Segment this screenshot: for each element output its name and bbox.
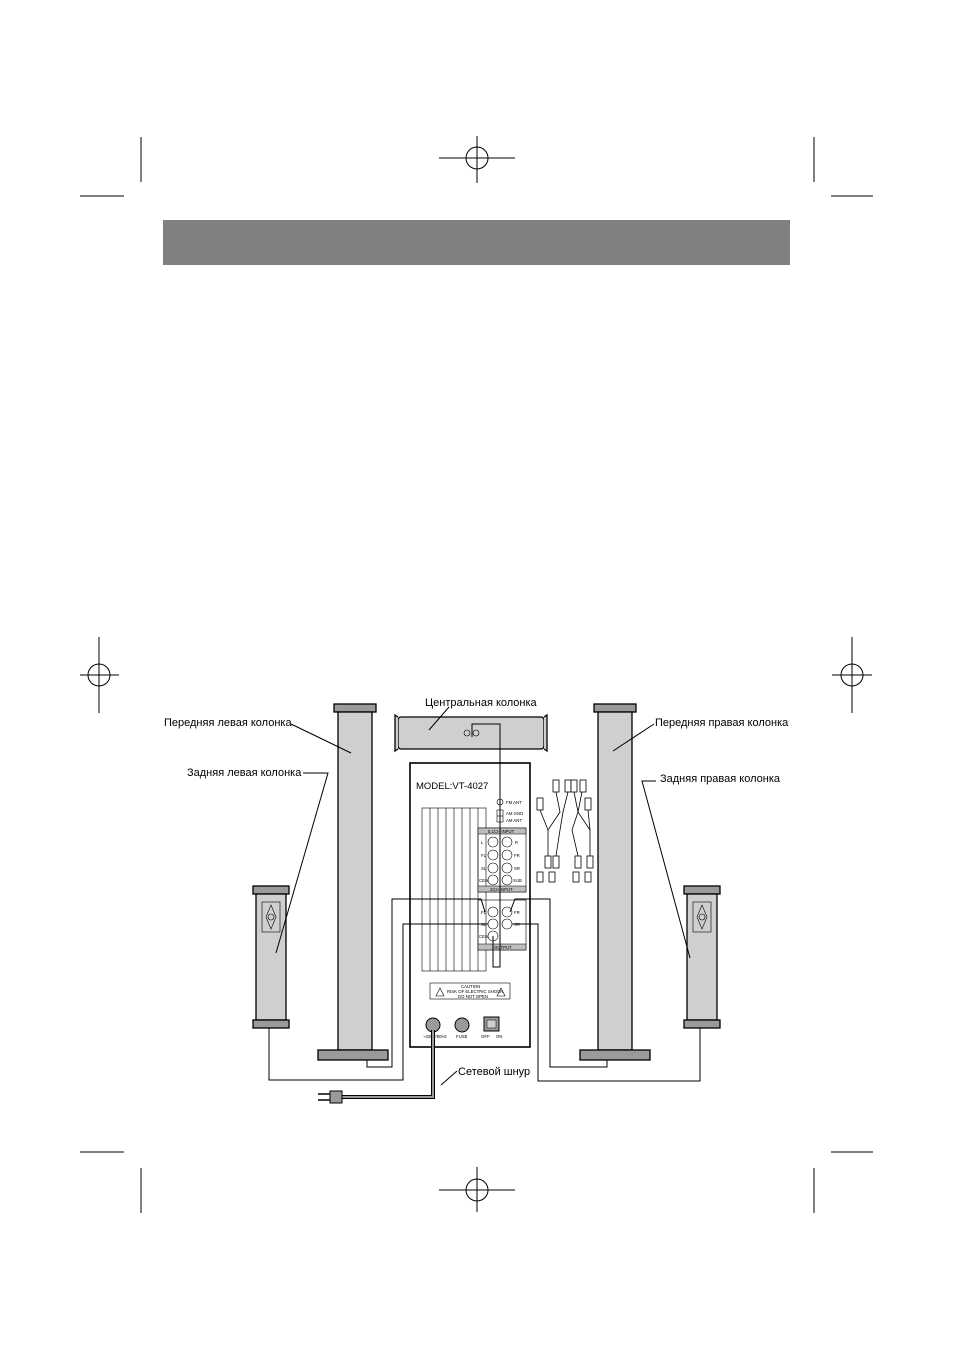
jack-label-sl: SL [481,866,487,871]
jack-label-cen: CEN [479,878,489,883]
crosshair-bottom [439,1167,515,1212]
power-inlet [426,1018,440,1032]
label-front-right-speaker: Передняя правая колонка [655,717,789,729]
out-label-sr: SR [514,922,520,927]
jack-label-sr: SR [514,866,520,871]
jack-label-l: L [481,840,484,845]
power-plug [318,1091,342,1103]
out-label-sl: SL [481,922,487,927]
out-label-fr: FR [514,910,520,915]
label-center-speaker: Центральная колонка [425,697,537,709]
fm-ant-label: FM ANT [506,800,522,805]
voltage-label: ~220V/50Hz [423,1034,447,1039]
jack-label-fl: FL [481,853,487,858]
model-label: MODEL:VT-4027 [416,781,489,792]
amplifier-rear-panel [410,763,530,1047]
front-left-speaker [318,704,388,1060]
center-speaker [395,715,547,751]
fuse-label: FUSE [456,1034,468,1039]
registration-marks [80,136,873,1213]
rear-left-speaker [253,886,289,1028]
crosshair-top [439,136,515,183]
on-label: ON [496,1034,503,1039]
label-power-cord: Сетевой шнур [458,1066,531,1078]
off-label: OFF [481,1034,490,1039]
caution-line1: RISK OF ELECTRIC SHOCK [447,989,504,994]
label-front-left-speaker: Передняя левая колонка [164,717,292,729]
jack-label-r: R [515,840,519,845]
crosshair-right [832,637,872,713]
label-rear-right-speaker: Задняя правая колонка [660,773,780,785]
am-gnd-label: AM GND [506,811,524,816]
rca-cables [537,780,593,882]
output-label: OUTPUT [494,945,512,950]
caution-title: CAUTION [461,984,481,989]
label-rear-left-speaker: Задняя левая колонка [187,767,302,779]
jack-label-sub: SUB [513,878,522,883]
am-ant-label: AM ANT [506,818,522,823]
fuse-holder [455,1018,469,1032]
out-label-fl: FL [481,910,487,915]
jack-label-fr: FR [514,853,520,858]
out-label-cen: CEN [479,934,489,939]
input-51-label: 5.1CH INPUT [488,829,515,834]
caution-line2: DO NOT OPEN [458,994,489,999]
crosshair-left [80,637,119,713]
input-20-label: 2CH INPUT [490,887,513,892]
